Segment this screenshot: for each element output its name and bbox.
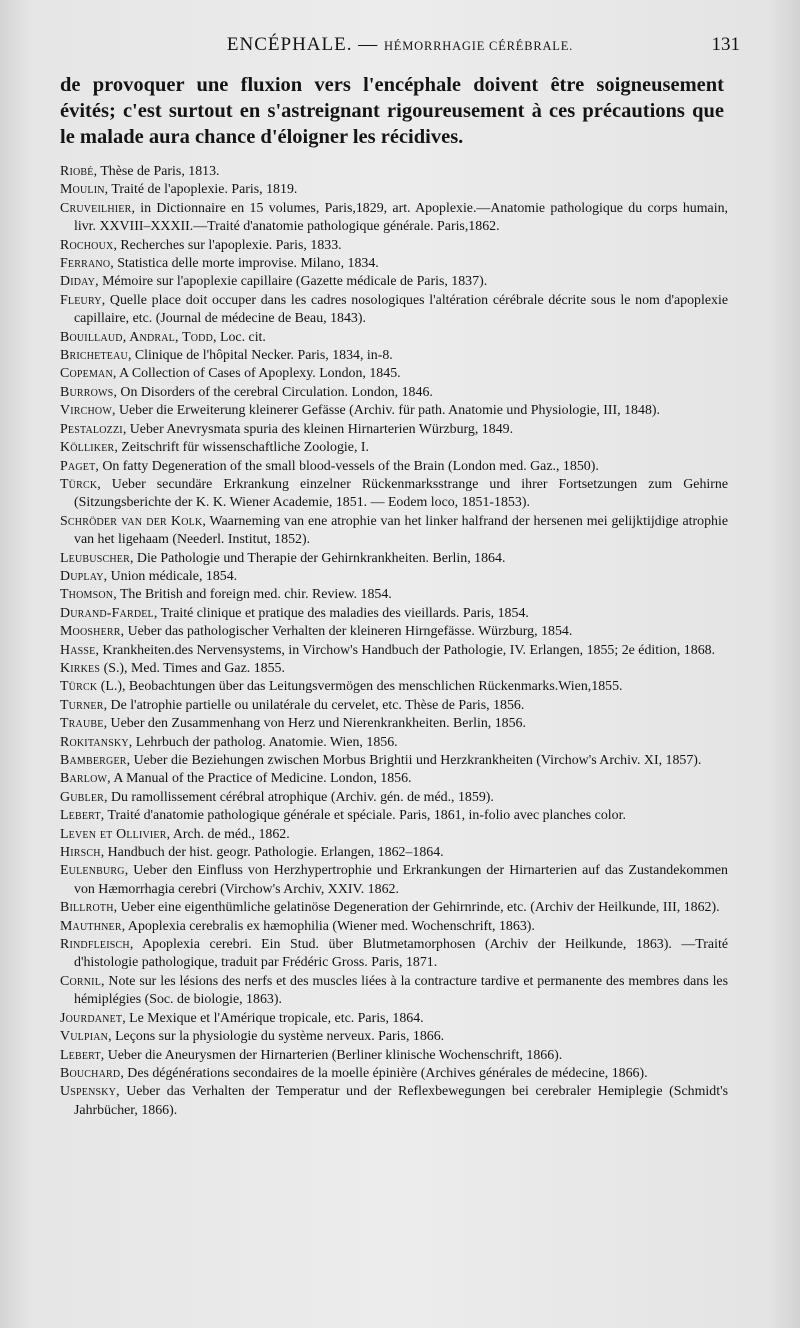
entry-author: Duplay (60, 568, 104, 584)
bibliography-entry (60, 899, 728, 917)
entry-author: Paget (60, 458, 96, 474)
bibliography-entry (60, 163, 728, 181)
entry-text: Ueber das Verhalten der Temperatur und der Reflexbewegungen bei cerebraler Hemiplegie (Schmidt's Jahrbücher, 1866). (74, 1084, 728, 1118)
entry-text: Ueber den Einfluss von Herzhypertrophie und Erkrankungen der Hirnarterien auf das Zustandekommen von Hæmorrhagia cerebri (Virchow's Archiv, XXIV. 1862. (74, 863, 728, 897)
bibliography-entry (60, 752, 728, 770)
entry-author: Schröder van der Kolk (60, 513, 203, 529)
entry-author: Rindfleisch (60, 937, 130, 953)
bibliography-entry (60, 973, 728, 1010)
bibliography-entry (60, 1010, 728, 1028)
entry-separator: , (121, 918, 128, 934)
entry-separator: , (131, 200, 141, 216)
bibliography-entry (60, 347, 728, 365)
entry-text: Ueber Anevrysmata spuria des kleinen Hirnarterien Würzburg, 1849. (129, 421, 514, 437)
bibliography-entry (60, 715, 728, 733)
entry-author: Jourdanet (60, 1010, 123, 1026)
entry-author: Bamberger (60, 753, 127, 768)
bibliography-entry (60, 918, 728, 936)
entry-separator: , (124, 863, 134, 879)
entry-text: Mémoire sur l'apoplexie capillaire (Gazette médicale de Paris, 1837). (102, 274, 488, 290)
entry-separator: , (126, 753, 134, 768)
bibliography-entry (60, 678, 728, 696)
entry-separator: , (128, 734, 136, 750)
entry-text: Die Pathologie und Therapie der Gehirnkrankheiten. Berlin, 1864. (136, 550, 506, 566)
entry-separator: , (213, 329, 220, 345)
bibliography-entry (60, 844, 728, 862)
entry-text: Union médicale, 1854. (110, 568, 238, 584)
entry-separator: , (166, 826, 173, 842)
bibliography-entry (60, 513, 728, 550)
entry-author: Mauthner (60, 918, 122, 934)
intro-paragraph: de provoquer une fluxion vers l'encéphale doivent être soigneusement évités; c'est surtout en s'astreignant rigoureusement à ces précautions que le malade aura chance d'éloigner les récidives. (60, 74, 724, 148)
entry-author: Fleury (60, 292, 102, 308)
entry-author: Rochoux (60, 237, 114, 253)
entry-author: Türck (60, 679, 98, 695)
entry-text: Thèse de Paris, 1813. (100, 164, 220, 179)
entry-separator: , (129, 550, 137, 566)
entry-separator: , (113, 384, 121, 400)
entry-separator: , (97, 476, 112, 492)
entry-author: Turner (60, 697, 104, 713)
entry-text: De l'atrophie partielle ou unilatérale du cervelet, etc. Thèse de Paris, 1856. (110, 697, 525, 713)
entry-text: Waarneming van ene atrophie van het linker halfrand der hersenen mei gelijktijdige atrophie van het ligehaam (Neederl. Institut, 1852). (74, 513, 729, 548)
entry-author: Riobé (60, 164, 94, 179)
entry-separator: , (103, 568, 111, 584)
entry-separator: , (100, 845, 108, 861)
entry-author: Türck (60, 476, 98, 492)
entry-separator: , (101, 292, 110, 308)
entry-text: Apoplexia cerebralis ex hæmophilia (Wiener med. Wochenschrift, 1863). (127, 918, 535, 934)
bibliography-entry (60, 292, 728, 329)
entry-author: Cornil (60, 973, 102, 989)
running-head-section: ENCÉPHALE. (226, 34, 353, 55)
bibliography-entry (60, 642, 728, 660)
entry-author: Bouillaud, Andral, Todd (60, 329, 214, 345)
entry-separator: , (114, 440, 122, 456)
entry-text: (L.), Beobachtungen über das Leitungsvermögen des menschlichen Rückenmarks.Wien,1855. (100, 679, 623, 695)
entry-separator: , (112, 366, 120, 382)
entry-text: Zeitschrift für wissenschaftliche Zoologie, I. (121, 440, 369, 456)
running-head-dash: — (352, 34, 384, 55)
bibliography-entry (60, 660, 728, 678)
entry-author: Uspensky (60, 1084, 117, 1100)
entry-text: Recherches sur l'apoplexie. Paris, 1833. (120, 237, 342, 253)
entry-author: Moosherr (60, 624, 121, 640)
entry-separator: , (104, 789, 111, 805)
bibliography-entry (60, 200, 728, 237)
entry-separator: , (104, 182, 112, 198)
bibliography-entry (60, 458, 728, 476)
bibliography-entry (60, 770, 728, 788)
entry-text: Traité d'anatomie pathologique générale et spéciale. Paris, 1861, in-folio avec planches color. (107, 808, 626, 824)
entry-text: Ueber secundäre Erkrankung einzelner Rückenmarksstrange und ihrer Fortsetzungen zum Gehirne (Sitzungsberichte der K. K. Wiener Academie, 1851. — Eodem loco, 1851-1853). (74, 476, 728, 511)
entry-separator: , (95, 458, 103, 474)
bibliography-entry (60, 586, 728, 604)
running-head (60, 34, 740, 56)
entry-text: Ueber die Erweiterung kleinerer Gefässe (Archiv. für path. Anatomie und Physiologie, III, 1848). (118, 403, 660, 419)
entry-text: Loc. cit. (219, 329, 266, 345)
entry-separator: , (116, 1084, 127, 1100)
entry-text: Ueber die Beziehungen zwischen Morbus Brightii und Herzkrankheiten (Virchow's Archiv. XI, 1857). (133, 753, 702, 768)
entry-author: Bricheteau (60, 348, 128, 364)
entry-separator: , (93, 164, 101, 179)
entry-separator: , (129, 937, 143, 953)
entry-separator: , (107, 771, 114, 787)
entry-author: Diday (60, 274, 96, 290)
bibliography-entry (60, 237, 728, 255)
entry-separator: , (113, 900, 121, 916)
bibliography-entry (60, 1083, 728, 1120)
bibliography-entry (60, 1028, 728, 1046)
entry-text: Ueber eine eigenthümliche gelatinöse Degeneration der Gehirnrinde, etc. (Archiv der Heilkunde, III, 1862). (120, 900, 720, 916)
bibliography-entry (60, 329, 728, 347)
entry-author: Leubuscher (60, 550, 130, 566)
entry-separator: , (113, 587, 120, 603)
entry-author: Billroth (60, 900, 114, 916)
entry-text: Clinique de l'hôpital Necker. Paris, 1834, in-8. (134, 348, 393, 364)
entry-text: Des dégénérations secondaires de la moelle épinière (Archives générales de médecine, 1866). (127, 1065, 648, 1081)
entry-separator: , (100, 1047, 108, 1063)
entry-text: Ueber das pathologischer Verhalten der kleineren Hirngefässe. Würzburg, 1854. (127, 624, 573, 640)
entry-text: Handbuch der hist. geogr. Pathologie. Erlangen, 1862–1864. (107, 845, 444, 861)
bibliography-entry (60, 1065, 728, 1083)
entry-text: (S.), Med. Times and Gaz. 1855. (103, 660, 285, 676)
entry-author: Vulpian (60, 1029, 109, 1045)
entry-separator: , (95, 274, 103, 290)
entry-author: Burrows (60, 384, 114, 400)
bibliography-entry (60, 697, 728, 715)
entry-text: Traité clinique et pratique des maladies des vieillards. Paris, 1854. (160, 605, 529, 621)
entry-author: Lebert (60, 808, 101, 824)
entry-text: Le Mexique et l'Amérique tropicale, etc. Paris, 1864. (129, 1010, 424, 1026)
entry-text: Traité de l'apoplexie. Paris, 1819. (111, 182, 298, 198)
bibliography-entry (60, 807, 728, 825)
entry-author: Bouchard (60, 1065, 121, 1081)
entry-author: Rokitansky (60, 734, 129, 750)
entry-separator: , (122, 421, 130, 437)
bibliography-entry (60, 421, 728, 439)
entry-text: Ueber den Zusammenhang von Herz und Nierenkrankheiten. Berlin, 1856. (110, 716, 526, 732)
entry-author: Hirsch (60, 845, 101, 861)
bibliography-list (60, 163, 728, 1120)
entry-text: Quelle place doit occuper dans les cadres nosologiques l'altération cérébrale décrite sous le nom d'apoplexie capillaire, etc. (Journal de médecine de Beau, 1843). (74, 292, 728, 327)
entry-text: Arch. de méd., 1862. (172, 826, 290, 842)
entry-text: A Manual of the Practice of Medicine. London, 1856. (113, 771, 412, 787)
entry-author: Traube (60, 716, 104, 732)
entry-author: Moulin (60, 182, 105, 198)
entry-author: Lebert (60, 1047, 101, 1063)
entry-separator: , (100, 808, 108, 824)
bibliography-entry (60, 789, 728, 807)
entry-text: Krankheiten.des Nervensystems, in Virchow's Handbuch der Pathologie, IV. Erlangen, 1855; 2e édition, 1868. (102, 642, 716, 658)
entry-author: Copeman (60, 366, 113, 382)
entry-text: Lehrbuch der patholog. Anatomie. Wien, 1856. (135, 734, 398, 750)
entry-text: The British and foreign med. chir. Review. 1854. (119, 587, 392, 603)
bibliography-entry (60, 936, 728, 973)
bibliography-entry (60, 862, 728, 899)
entry-text: Note sur les lésions des nerfs et des muscles liées à la contracture tardive et permanente des membres dans les hémiplégies (Soc. de biologie, 1863). (74, 973, 728, 1008)
entry-author: Leven et Ollivier (60, 826, 167, 842)
entry-separator: , (101, 973, 109, 989)
entry-author: Ferrano (60, 256, 111, 272)
entry-author: Pestalozzi (60, 421, 123, 437)
bibliography-entry (60, 734, 728, 752)
entry-text: in Dictionnaire en 15 volumes, Paris,1829, art. Apoplexie.—Anatomie pathologique du corps humain, livr. XXVIII–XXXII.—Traité d'anatomie pathologique générale. Paris,1862. (74, 200, 728, 235)
entry-text: Du ramollissement cérébral atrophique (Archiv. gén. de méd., 1859). (110, 789, 494, 805)
entry-separator: , (120, 624, 128, 640)
entry-author: Gubler (60, 789, 105, 805)
entry-text: Ueber die Aneurysmen der Hirnarterien (Berliner klinische Wochenschrift, 1866). (107, 1047, 563, 1063)
entry-text: Apoplexia cerebri. Ein Stud. über Blutmetamorphosen (Archiv der Heilkunde, 1863). —Traité d'histologie pathologique, traduit par Frédéric Gross. Paris, 1871. (74, 937, 728, 971)
bibliography-entry (60, 402, 728, 420)
entry-author: Barlow (60, 771, 108, 787)
entry-text: On Disorders of the cerebral Circulation. London, 1846. (120, 384, 433, 400)
page-number: 131 (711, 34, 740, 55)
entry-author: Eulenburg (60, 863, 125, 879)
bibliography-entry (60, 384, 728, 402)
entry-separator: , (153, 605, 161, 621)
entry-author: Virchow (60, 403, 112, 419)
bibliography-entry (60, 439, 728, 457)
entry-author: Durand-Fardel (60, 605, 154, 621)
entry-separator: , (103, 697, 111, 713)
bibliography-entry (60, 623, 728, 641)
bibliography-entry (60, 1047, 728, 1065)
entry-text: A Collection of Cases of Apoplexy. London, 1845. (119, 366, 401, 382)
entry-separator: , (113, 237, 121, 253)
bibliography-entry (60, 365, 728, 383)
entry-separator: , (122, 1010, 130, 1026)
entry-author: Kölliker (60, 440, 115, 456)
bibliography-entry (60, 568, 728, 586)
bibliography-entry (60, 550, 728, 568)
entry-author: Hasse (60, 642, 96, 658)
bibliography-entry (60, 605, 728, 623)
bibliography-entry (60, 826, 728, 844)
bibliography-entry (60, 255, 728, 273)
bibliography-entry (60, 181, 728, 199)
bibliography-entry (60, 273, 728, 291)
entry-separator: , (120, 1065, 128, 1081)
entry-text: Statistica delle morte improvise. Milano, 1834. (117, 256, 379, 272)
running-head-subsection: HÉMORRHAGIE CÉRÉBRALE. (383, 39, 574, 53)
entry-separator: , (108, 1029, 116, 1045)
entry-text: On fatty Degeneration of the small blood-vessels of the Brain (London med. Gaz., 1850). (102, 458, 599, 474)
entry-author: Kirkes (60, 660, 101, 676)
entry-text: Leçons sur la physiologie du système nerveux. Paris, 1866. (115, 1029, 445, 1045)
entry-author: Cruveilhier (60, 200, 132, 216)
entry-separator: , (110, 256, 118, 272)
entry-separator: , (103, 716, 111, 732)
page-header (60, 34, 740, 62)
entry-separator: , (127, 348, 135, 364)
entry-separator: , (95, 642, 103, 658)
bibliography-entry (60, 476, 728, 513)
entry-separator: , (111, 403, 119, 419)
entry-separator: , (202, 513, 210, 529)
entry-author: Thomson (60, 587, 114, 603)
